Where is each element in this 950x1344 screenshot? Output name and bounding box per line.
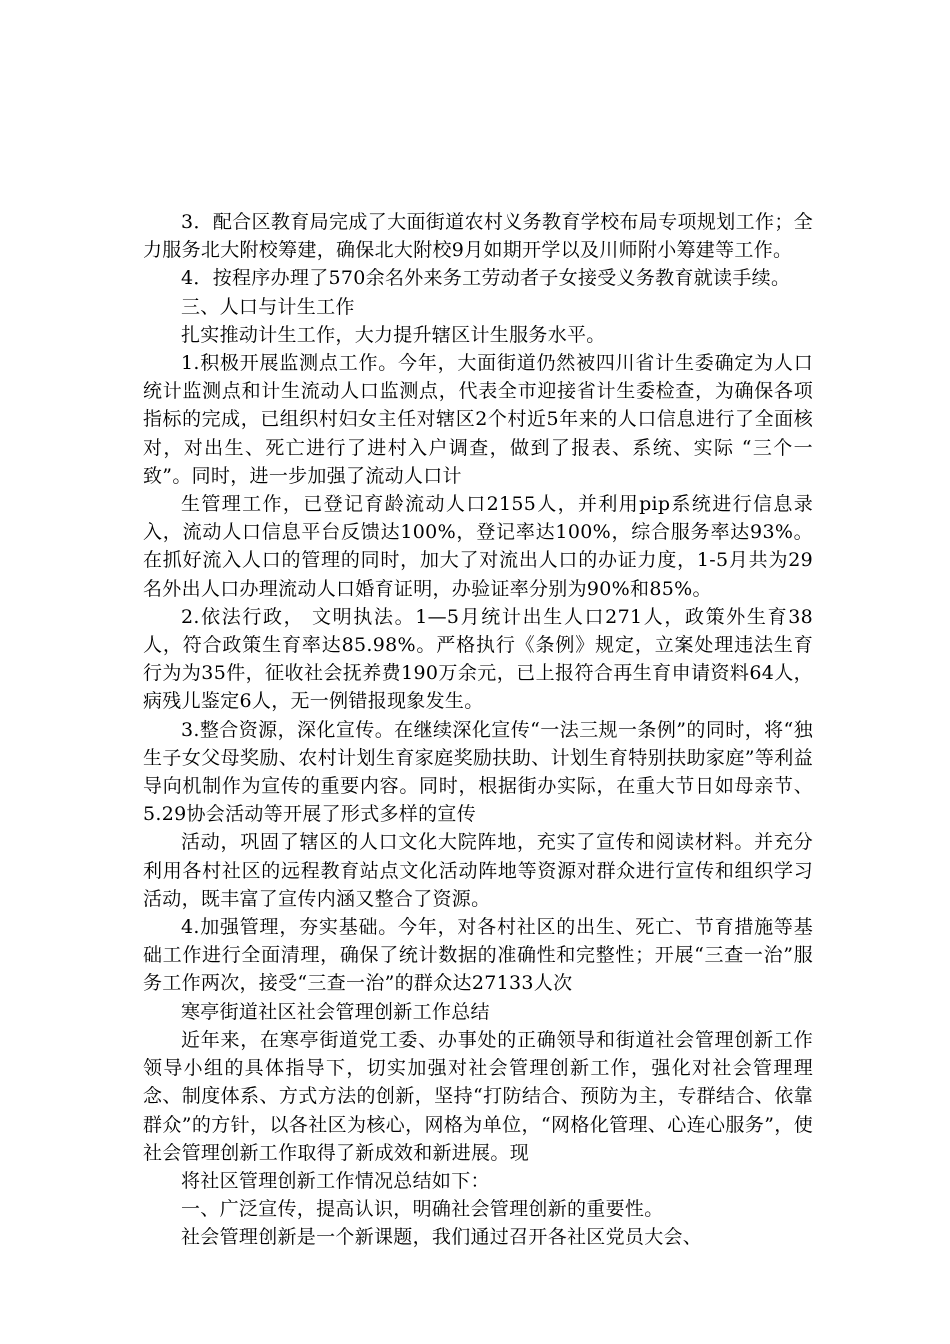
paragraph-law-enforcement: 2.依法行政， 文明执法。1—5月统计出生人口271人，政策外生育38人，符合政策生育率达85.98%。严格执行《条例》规定，立案处理违法生育行为为35件，征收社会抚养费190万余元，已上报符合再生育申请资料64人，病残儿鉴定6人，无一例错报现象发生。 <box>143 605 813 713</box>
document-title-hanting: 寒亭街道社区社会管理创新工作总结 <box>181 1000 490 1023</box>
paragraph-new-topic: 社会管理创新是一个新课题，我们通过召开各社区党员大会、 <box>181 1226 703 1249</box>
paragraph-floating-population: 生管理工作，已登记育龄流动人口2155人，并利用pip系统进行信息录入，流动人口信息平台反馈达100%，登记率达100%，综合服务率达93%。在抓好流入人口的管理的同时，加大了对流出人口的办证力度，1-5月共为29名外出人口办理流动人口婚育证明，办验证率分别为90%和85%。 <box>143 493 813 600</box>
paragraph-summary-lead: 将社区管理创新工作情况总结如下： <box>181 1169 490 1192</box>
paragraph-management: 4.加强管理，夯实基础。今年，对各村社区的出生、死亡、节育措施等基础工作进行全面清理，确保了统计数据的准确性和完整性；开展“三查一治”服务工作两次，接受“三查一治”的群众达27133人次 <box>143 916 813 995</box>
paragraph-publicity: 3.整合资源，深化宣传。在继续深化宣传“一法三规一条例”的同时，将“独生子女父母奖励、农村计划生育家庭奖励扶助、计划生育特别扶助家庭”等利益导向机制作为宣传的重要内容。同时，根据街办实际，在重大节日如母亲节、5.29协会活动等开展了形式多样的宣传 <box>143 718 813 826</box>
paragraph-monitoring-points: 1.积极开展监测点工作。今年，大面街道仍然被四川省计生委确定为人口统计监测点和计生流动人口监测点，代表全市迎接省计生委检查，为确保各项指标的完成，已组织村妇女主任对辖区2个村近5年来的人口信息进行了全面核对，对出生、死亡进行了进村入户调查，做到了报表、系统、实际 “三个一致”。同时，进一步加强了流动人口计 <box>143 352 813 487</box>
section-heading-population: 三、人口与计生工作 <box>181 295 355 318</box>
paragraph-education-3: 3．配合区教育局完成了大面街道农村义务教育学校布局专项规划工作；全力服务北大附校筹建，确保北大附校9月如期开学以及川师附小筹建等工作。 <box>143 211 813 262</box>
paragraph-population-intro: 扎实推动计生工作，大力提升辖区计生服务水平。 <box>181 323 606 346</box>
section-heading-publicity: 一、广泛宣传，提高认识，明确社会管理创新的重要性。 <box>181 1198 664 1221</box>
paragraph-education-4: 4．按程序办理了570余名外来务工劳动者子女接受义务教育就读手续。 <box>181 267 791 290</box>
document-body <box>143 208 813 1252</box>
paragraph-hanting-intro: 近年来，在寒亭街道党工委、办事处的正确领导和街道社会管理创新工作领导小组的具体指导下，切实加强对社会管理创新工作，强化对社会管理理念、制度体系、方式方法的创新，坚持“打防结合、预防为主，专群结合、依靠群众”的方针，以各社区为核心，网格为单位，“网格化管理、心连心服务”，使社会管理创新工作取得了新成效和新进展。现 <box>143 1028 813 1164</box>
paragraph-publicity-activities: 活动，巩固了辖区的人口文化大院阵地，充实了宣传和阅读材料。并充分利用各村社区的远程教育站点文化活动阵地等资源对群众进行宣传和组织学习活动，既丰富了宣传内涵又整合了资源。 <box>143 831 813 910</box>
